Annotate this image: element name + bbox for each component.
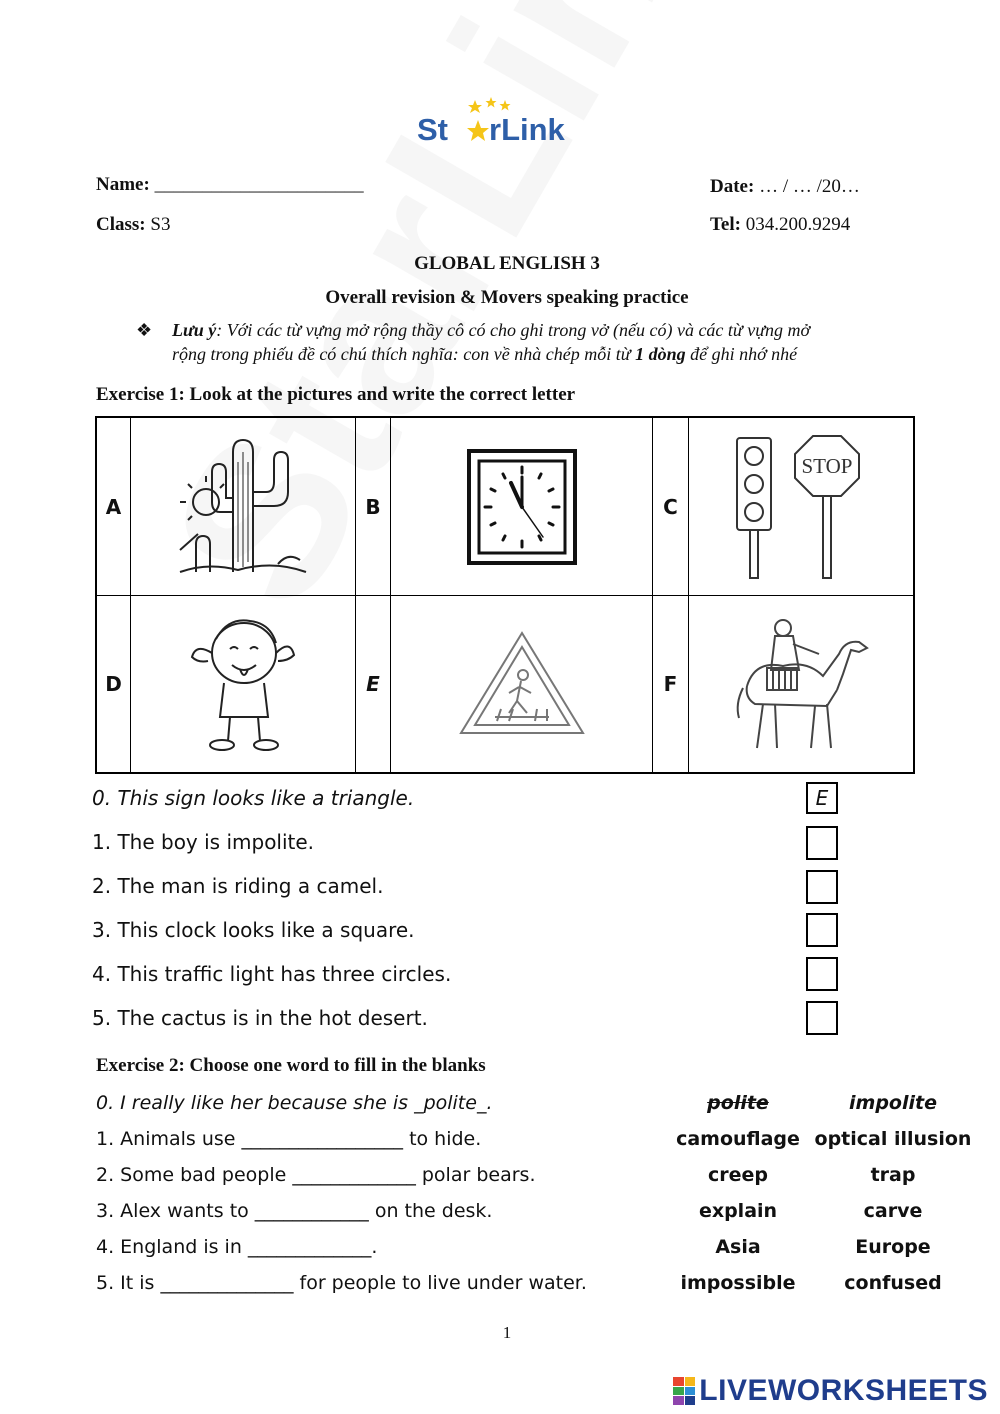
ex2-option-4b[interactable]: Europe [855,1236,931,1258]
page-number: 1 [502,1323,512,1342]
logo-text-left: St [417,112,448,147]
ex1-answer-box-2[interactable] [806,870,838,904]
logo-star-icon [467,120,489,141]
liveworksheets-text: LIVEWORKSHEETS [699,1374,988,1407]
picture-boy [131,596,356,772]
ex1-sentence-3: 3. This clock looks like a square. [92,918,415,942]
camel-rider-icon [727,614,877,754]
ex2-option-5b[interactable]: confused [844,1272,942,1294]
ex1-sentence-0: 0. This sign looks like a triangle. [92,786,415,810]
letter-d: D [97,596,131,772]
ex1-sentence-2: 2. The man is riding a camel. [92,874,384,898]
ex2-item-3: 3. Alex wants to ____________ on the desk. [96,1200,493,1222]
ex1-answer-box-3[interactable] [806,913,838,947]
tel-field [710,214,850,236]
letter-b: B [356,418,391,596]
logo-text-right: rLink [489,112,565,147]
impolite-boy-icon [178,609,308,759]
note-text-c: để ghi nhớ nhé [685,344,798,364]
name-label: Name: [96,174,150,195]
note-text-a: : Với các từ vựng mở rộng thầy cô có cho ghi trong vở (nếu có) và các từ vựng mở [216,320,811,340]
starlink-logo [0,96,1000,148]
ex1-answer-box-5[interactable] [806,1001,838,1035]
traffic-light-stop-sign-icon [727,432,877,582]
ex2-option-3a[interactable]: explain [698,1200,778,1222]
ex2-item-0: 0. I really like her because she is _polite_. [96,1092,493,1114]
date-value[interactable]: … / … /20… [759,176,860,197]
tel-label: Tel: [710,214,741,235]
note-block [136,318,926,366]
ex2-item-1: 1. Animals use _________________ to hide. [96,1128,482,1150]
note-text-b: rộng trong phiếu đề có chú thích nghĩa: con về nhà chép mỗi từ [172,344,636,364]
class-value: S3 [150,214,171,235]
note-label: Lưu ý [172,320,217,340]
letter-c: C [653,418,689,596]
exercise1-title: Exercise 1: Look at the pictures and write the correct letter [96,384,576,405]
sub-title: Overall revision & Movers speaking practice [325,287,689,308]
ex2-option-1a[interactable]: camouflage [676,1128,800,1150]
letter-f: F [653,596,689,772]
ex1-sentence-5: 5. The cactus is in the hot desert. [92,1006,428,1030]
main-title: GLOBAL ENGLISH 3 [414,253,600,274]
ex2-option-4a[interactable]: Asia [715,1236,761,1258]
letter-e: E [356,596,391,772]
picture-grid [95,416,915,774]
stop-sign-text: STOP [801,453,853,478]
class-field [96,214,170,236]
liveworksheets-brand[interactable] [673,1374,988,1408]
ex2-option-0b[interactable]: impolite [849,1092,937,1114]
ex2-option-0a[interactable]: polite [707,1092,769,1114]
ex1-answer-box-4[interactable] [806,957,838,991]
ex2-option-1b[interactable]: optical illusion [814,1128,972,1150]
date-label: Date: [710,176,755,197]
picture-cactus [131,418,356,596]
ex1-answer-box-1[interactable] [806,826,838,860]
ex1-sentence-1: 1. The boy is impolite. [92,830,315,854]
tel-value: 034.200.9294 [745,214,851,235]
picture-camel [689,596,915,772]
liveworksheets-logo-icon [673,1377,695,1405]
exercise2-title: Exercise 2: Choose one word to fill in the blanks [96,1055,486,1076]
cactus-icon [178,432,308,582]
name-blank[interactable]: ______________________ [154,174,364,195]
ex1-answer-box-0[interactable]: E [806,782,838,814]
picture-triangle-sign [391,596,653,772]
picture-clock [391,418,653,596]
ex2-item-4: 4. England is in _____________. [96,1236,378,1258]
crossing-sign-icon [457,629,587,739]
ex2-option-3b[interactable]: carve [863,1200,923,1222]
diamond-bullet-icon: ❖ [136,320,153,340]
class-label: Class: [96,214,146,235]
picture-traffic-signs [689,418,915,596]
ex2-option-2b[interactable]: trap [870,1164,916,1186]
clock-icon [467,437,577,577]
ex2-option-2a[interactable]: creep [707,1164,768,1186]
name-field [96,174,364,196]
ex1-sentence-4: 4. This traffic light has three circles. [92,962,452,986]
date-field [710,176,860,198]
note-text-bold: 1 dòng [635,344,686,364]
ex2-item-5: 5. It is ______________ for people to live under water. [96,1272,587,1294]
ex2-item-2: 2. Some bad people _____________ polar bears. [96,1164,536,1186]
ex2-option-5a[interactable]: impossible [680,1272,796,1294]
letter-a: A [97,418,131,596]
